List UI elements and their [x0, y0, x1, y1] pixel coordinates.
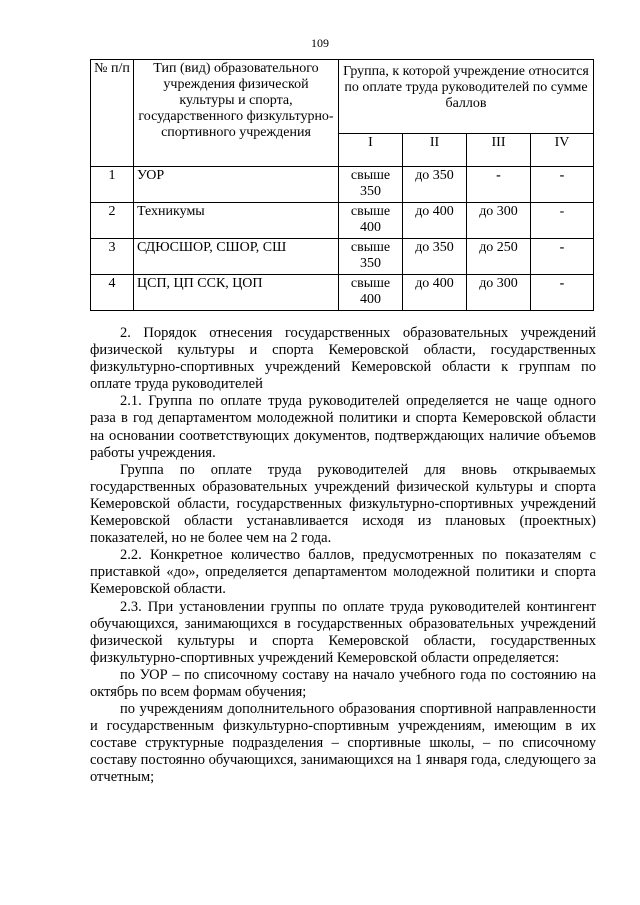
paragraph-uor: по УОР – по списочному составу на начало учебного года по состоянию на октябрь по всем формам обучения;	[90, 666, 596, 700]
header-num: № п/п	[91, 60, 134, 167]
row-group-1: свыше 350	[339, 167, 403, 203]
row-group-3: до 300	[467, 203, 531, 239]
header-type: Тип (вид) образовательного учреждения физической культуры и спорта, государственного физкультурно-спортивного учреждения	[134, 60, 339, 167]
row-group-4: -	[531, 275, 594, 311]
paragraph-2-1: 2.1. Группа по оплате труда руководителей определяется не чаще одного раза в год департаментом молодежной политики и спорта Кемеровской области на основании соответствующих документов, подтверждающих наличие объемов работы учреждения.	[90, 393, 596, 461]
row-group-4: -	[531, 239, 594, 275]
table-row	[91, 275, 594, 311]
row-group-4: -	[531, 167, 594, 203]
row-group-3: до 300	[467, 275, 531, 311]
row-group-2: до 400	[403, 275, 467, 311]
row-type: СДЮСШОР, СШОР, СШ	[134, 239, 339, 275]
paragraph-additional-education: по учреждениям дополнительного образования спортивной направленности и государственным физкультурно-спортивным учреждениям, имеющим в их составе структурные подразделения – спортивные школы, – по списочному составу постоянно обучающихся, занимающихся на 1 января года, следующего за отчетным;	[90, 701, 597, 786]
row-group-2: до 400	[403, 203, 467, 239]
row-num: 1	[91, 167, 134, 203]
row-group-4: -	[531, 203, 594, 239]
header-group: Группа, к которой учреждение относится по оплате труда руководителей по сумме баллов	[339, 60, 594, 134]
row-num: 4	[91, 275, 134, 311]
paragraph-2-3: 2.3. При установлении группы по оплате труда руководителей контингент обучающихся, занимающихся в государственных образовательных учреждений физической культуры и спорта Кемеровской области, государственных физкультурно-спортивных учреждений Кемеровской области определяется:	[90, 598, 596, 666]
header-group-4: IV	[531, 134, 594, 167]
section-2-heading: 2. Порядок отнесения государственных образовательных учреждений физической культуры и спорта Кемеровской области, государственных физкультурно-спортивных учреждений Кемеровской области к группам по оплате труда руководителей	[90, 325, 596, 393]
row-group-2: до 350	[403, 239, 467, 275]
table-header-row	[91, 60, 594, 134]
table-row	[91, 239, 594, 275]
table-row	[91, 203, 594, 239]
row-type: УОР	[134, 167, 339, 203]
page-number: 109	[311, 36, 329, 50]
header-group-3: III	[467, 134, 531, 167]
row-group-2: до 350	[403, 167, 467, 203]
row-group-1: свыше 350	[339, 239, 403, 275]
header-group-1: I	[339, 134, 403, 167]
row-group-1: свыше 400	[339, 203, 403, 239]
row-group-3: -	[467, 167, 531, 203]
paragraph-new-institutions: Группа по оплате труда руководителей для вновь открываемых государственных образовательных учреждений физической культуры и спорта Кемеровской области, государственных физкультурно-спортивных учреждений Кемеровской области устанавливается исходя из плановых (проектных) показателей, но не более чем на 2 года.	[90, 461, 596, 547]
row-type: ЦСП, ЦП ССК, ЦОП	[134, 275, 339, 311]
row-num: 2	[91, 203, 134, 239]
row-group-1: свыше 400	[339, 275, 403, 311]
row-type: Техникумы	[134, 203, 339, 239]
row-num: 3	[91, 239, 134, 275]
header-group-2: II	[403, 134, 467, 167]
row-group-3: до 250	[467, 239, 531, 275]
groups-table	[90, 59, 594, 311]
body-text	[90, 325, 596, 787]
table-row	[91, 167, 594, 203]
paragraph-2-2: 2.2. Конкретное количество баллов, предусмотренных по показателям с приставкой «до», определяется департаментом молодежной политики и спорта Кемеровской области.	[90, 547, 596, 598]
